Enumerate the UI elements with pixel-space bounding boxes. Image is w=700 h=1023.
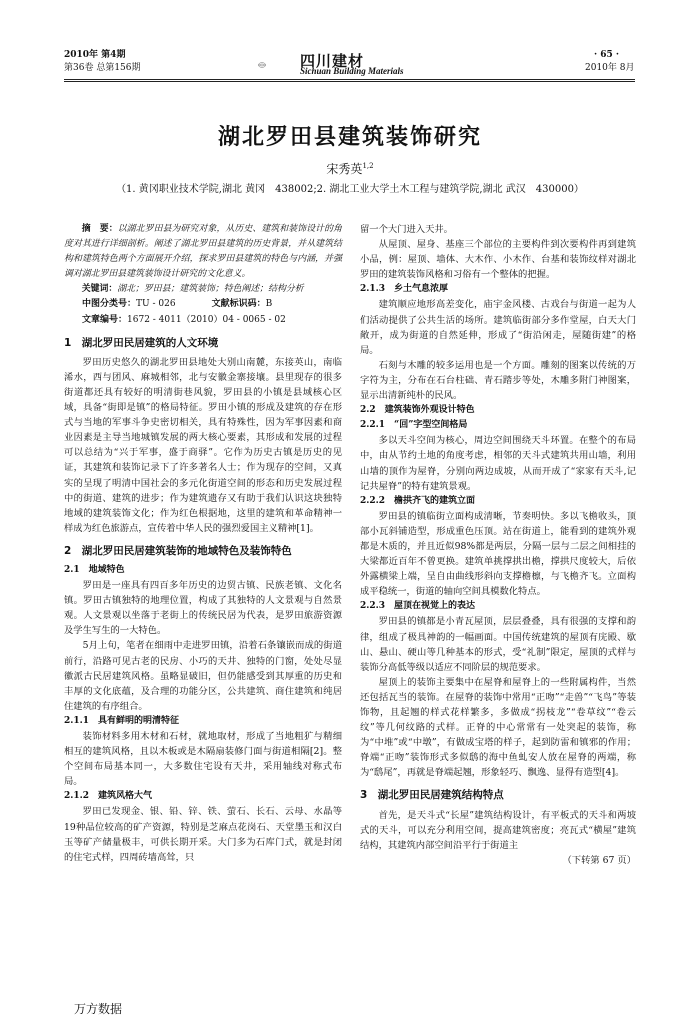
section-2-2-2-heading: 2.2.2 檐拱齐飞的建筑立面 (360, 495, 476, 506)
paragraph: 罗田已发现金、银、铅、锌、铁、萤石、长石、云母、水晶等19种品位较高的矿产资源，特别是芝麻点花岗石、天堂墨玉和汉白玉等矿产储量极丰，可供长期开采。大门多为石库门式，就是封闭的住宅式样，四周砖墙高耸，只 (64, 806, 342, 863)
article-author: 宋秀英$^{1,2}$ (326, 162, 374, 176)
paragraph: 装饰材料多用木材和石材，就地取材，形成了当地粗犷与精细相互的建筑风格，且以木板或是木隔扇装修门面与街道相隔[2]。整个空间布局基本同一，大多数住宅设有天井，采用轴线对称式布局。 (64, 731, 342, 788)
journal-logo-icon (258, 50, 298, 80)
section-1-heading: 1 湖北罗田民居建筑的人文环境 (64, 336, 219, 349)
paragraph: 首先，是天斗式“长屋”建筑结构设计，有平板式的天斗和两坡式的天斗，可以充分利用空间，提高建筑密度；亮瓦式“横屋”建筑结构，其建筑内部空间沿平行于街道主 (360, 809, 636, 851)
issue-label: 2010年 第4期 (64, 50, 126, 60)
section-2-1-1-heading: 2.1.1 具有鲜明的明清特征 (64, 715, 180, 726)
paragraph: 建筑顺应地形高差变化，庙宇金风楼、古戏台与街道一起为人们活动提供了公共生活的场所。建筑临街部分多作堂屋，白天大门敞开，成为街道的自然延伸，形成了“街沿闲走，屋随街建”的格局。 (360, 299, 636, 356)
paragraph: 罗田县的镇临街立面构成清晰，节奏明快。多以飞檐收头，顶部小瓦斜铺造型，形成重色压顶。站在街道上，能看到的建筑外观都是木质的，并且近似98%都是两层，分隔一层与二层之间相挂的大梁都近百年不曾更换。建筑单挑撑拱出檐，撑拱尺度较大，后依外露横梁上端，呈自由曲线形斜向支撑檐檩，与飞檐齐飞。立面构成平稳统一，街道的轴向空间具模数化特点。 (360, 510, 636, 598)
volume-label: 第36卷 总第156期 (64, 63, 141, 73)
section-2-2-3-heading: 2.2.3 屋顶在视觉上的表达 (360, 601, 476, 612)
abstract: 摘 要：以湖北罗田县为研究对象，从历史、建筑和装饰设计的角度对其进行详细剖析。阐述了湖北罗田县建筑的历史背景，并从建筑结构和建筑特色两个方面展开介绍，探求罗田县建筑的特色与内涵，并强调对湖北罗田县建筑装饰设计研究的文化意义。 (64, 224, 342, 280)
classification: 中图分类号：TU - 026 文献标识码：B (82, 299, 273, 310)
watermark-footer: 万方数据 (74, 1002, 123, 1016)
section-2-2-1-heading: 2.2.1 “回”字型空间格局 (360, 420, 468, 431)
paragraph: 从屋顶、屋身、基座三个部位的主要构件到次要构件再到建筑小品，例：屋顶、墙体、大木作、小木作、台基和装饰纹样对湖北罗田的建筑装饰风格和习俗有一个整体的把握。 (360, 239, 636, 281)
article-number: 文章编号：1672 - 4011（2010）04 - 0065 - 02 (82, 314, 286, 325)
paragraph: 多以天斗空间为核心，周边空间围绕天斗环置。在整个的布局中，由从节约土地的角度考虑，相邻的天斗式建筑共用山墙，利用山墙的顶作为屋脊，分别向两边成坡，从而开成了“家家有天斗,记记共屋脊”的特有建筑景观。 (360, 435, 636, 492)
keywords: 关键词：湖北；罗田县；建筑装饰；特色阐述；结构分析 (81, 284, 304, 295)
paragraph: 石刻与木雕的较多运用也是一个方面。雕刻的图案以传统的万字符为主，分布在石台柱础、青石踏步等处，木雕多附门神图案，显示出清新纯朴的民风。 (360, 359, 636, 402)
section-3-heading: 3 湖北罗田民居建筑结构特点 (360, 789, 504, 802)
page-number: · 65 · (594, 50, 620, 60)
issue-date: 2010年 8月 (585, 63, 635, 73)
paragraph: 罗田是一座具有四百多年历史的边贸古镇、民族老镇、文化名镇。罗田古镇独特的地理位置，构成了其独特的人文景观与自然景观。人文景观以坐落于老街上的传统民居为代表，是罗田旅游资源及学生写生的一大特色。 (64, 580, 342, 637)
section-2-1-heading: 2.1 地域特色 (64, 564, 125, 575)
right-column (360, 222, 636, 868)
section-2-2-heading: 2.2 建筑装饰外观设计特色 (360, 405, 475, 416)
continued-note: （下转第 67 页） (562, 854, 636, 866)
journal-name-cn: 四川建材 (300, 52, 365, 70)
article-affiliation: （1. 黄冈职业技术学院,湖北 黄冈 438002;2. 湖北工业大学土木工程与建筑学院,湖北 武汉 430000） (116, 184, 584, 195)
paragraph: 罗田县的镇都是小青瓦屋顶，层层叠叠，具有很强的支撑和韵律，组成了极具神韵的一幅画面。中国传统建筑的屋顶有庑殿、歇山、悬山、硬山等几种基本的形式，受“礼制”限定，屋顶的式样与装饰分高低等级以适应不同阶层的规范要求。 (360, 616, 636, 673)
section-2-heading: 2 湖北罗田民居建筑装饰的地域特色及装饰特色 (64, 544, 292, 557)
paragraph: 罗田历史悠久的湖北罗田县地处大别山南麓，东接英山，南临浠水，西与团风、麻城相邻，北与安徽金寨接壤。县里现存的很多街道都还具有较好的明清街巷风貌，罗田县的小镇是县域核心区域，具备“街即是镇”的格局特征。罗田小镇的形成及建筑的存在形式与当地的军事斗争史密切相关，具有特殊性，因为军事因素和商业因素是主导当地城镇发展的两大核心要素，其形成和发展的过程可以总结为“兴于军事，盛于商驿”。它作为历史古镇是历史的见证，其建筑和装饰记录下了许多著名人士；作为现存的空间，又真实的呈现了明清中国社会的多元化街道空间的形态和历史发展过程中的街道、建筑的进步；作为建筑遗存又有助于我们认识这块独特地域的建筑装饰文化；作为红色根据地，这里的建筑和革命精神一样成为红色旅游点，宣传着中华人民的强烈爱国主义精神[1]。 (64, 356, 342, 534)
journal-name-en: Sichuan Building Materials (300, 66, 404, 76)
paragraph: 留一个大门进入天井。 (360, 224, 453, 235)
header-rule-2 (64, 81, 635, 82)
paragraph: 屋顶上的装饰主要集中在屋脊和屋脊上的一些附属构件，当然还包括瓦当的装饰。在屋脊的装饰中常用“正吻”“走兽”“飞鸟”等装饰物，且起翘的样式花样繁多，多做成“拐枝龙”“卷草纹”“卷云纹”等几何纹路的式样。正脊的中心常常有一处突起的装饰，称为“中堆”或“中墩”，有做成宝塔的样子，起到防雷和镇邪的作用；脊端“正吻”装饰形式多似鸱的海中鱼虬安人放在屋脊的两端，称为“鸱尾”，再就是脊端起翘，形象轻巧、飘逸、显得有造型[4]。 (360, 676, 636, 779)
section-2-1-2-heading: 2.1.2 建筑风格大气 (64, 791, 153, 802)
header-rule (64, 79, 635, 80)
article-title: 湖北罗田县建筑装饰研究 (217, 125, 482, 150)
section-2-1-3-heading: 2.1.3 乡土气息浓厚 (360, 284, 449, 295)
left-column (64, 222, 342, 865)
paragraph: 5月上旬，笔者在细雨中走进罗田镇，沿着石条镶嵌而成的街道前行，沿路可见古老的民房、小巧的天井、独特的门窗，处处尽显徽派古民居建筑风格。虽略显破旧，但仍能感受到其厚重的历史和丰厚的文化底蕴，及合理的功能分区，公共建筑、商住建筑和纯居住建筑的有序组合。 (64, 640, 342, 712)
